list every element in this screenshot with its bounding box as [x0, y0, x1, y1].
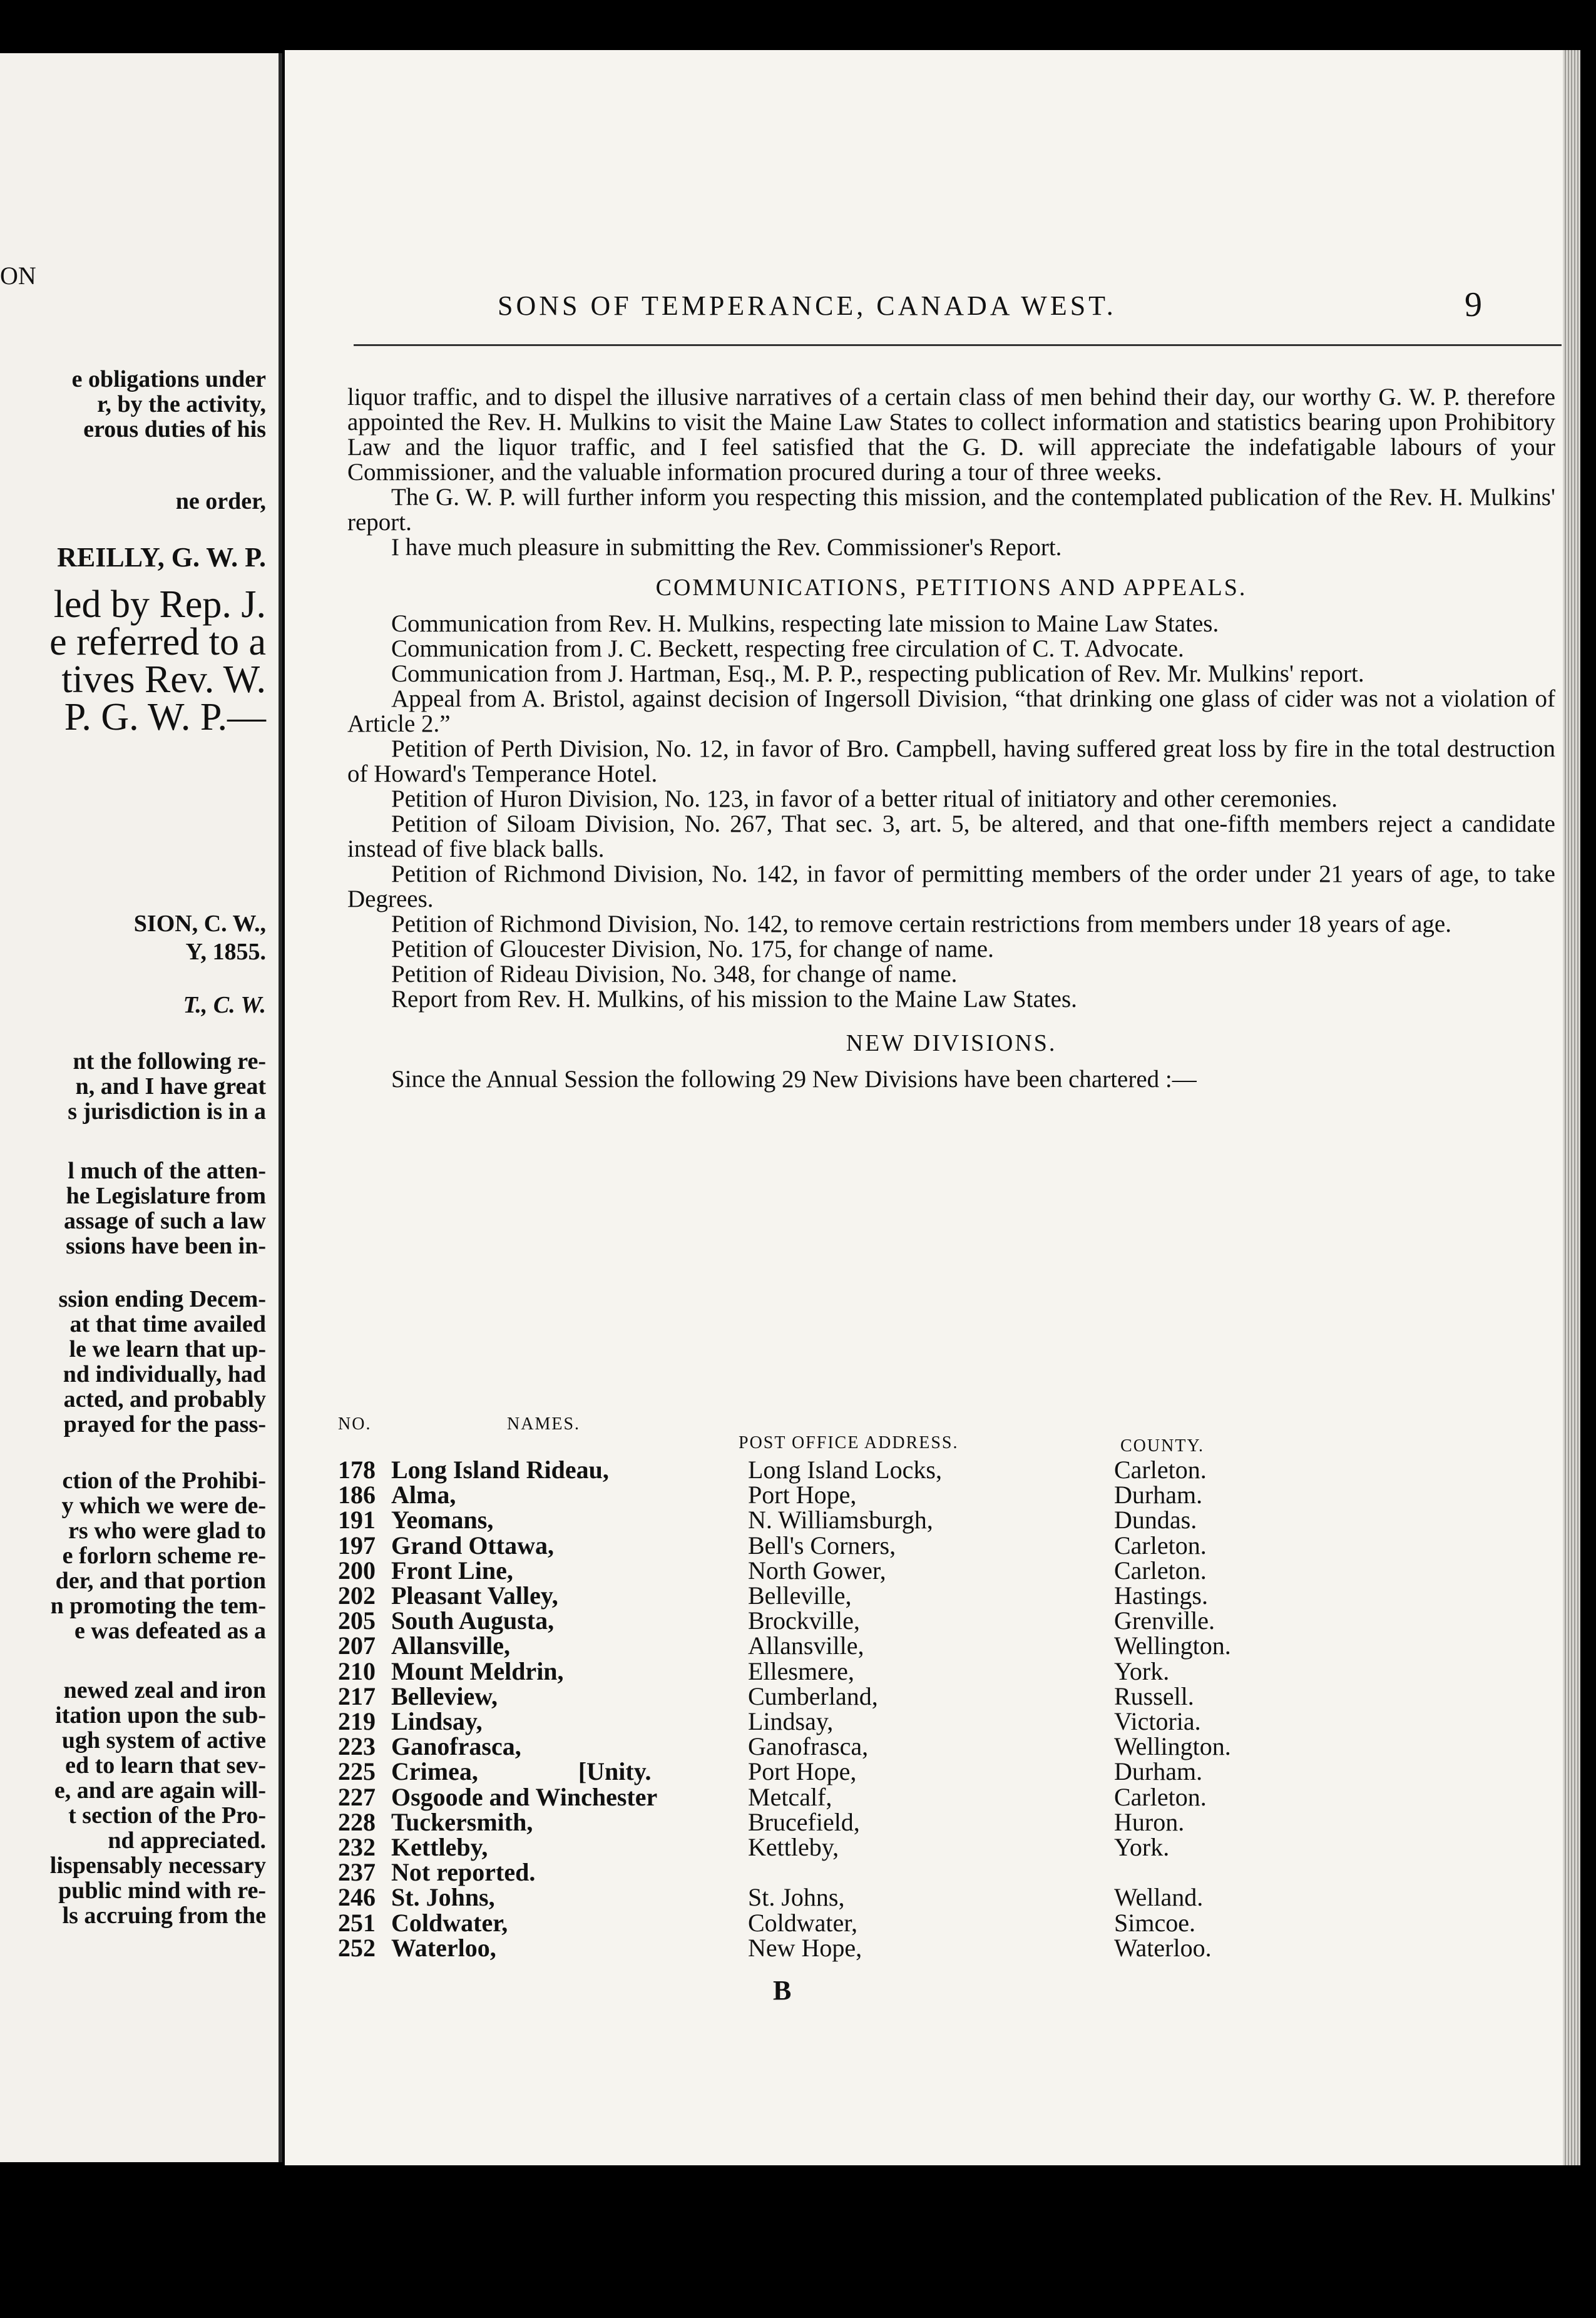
previous-page-line: at that time availed — [69, 1311, 266, 1337]
column-header-no: NO. — [338, 1414, 372, 1434]
division-name: Lindsay, — [391, 1707, 483, 1735]
page-body — [347, 385, 1555, 1092]
division-name: Front Line, — [391, 1556, 513, 1585]
previous-page-line: le we learn that up- — [69, 1336, 266, 1362]
division-name: Tuckersmith, — [391, 1807, 533, 1836]
page — [285, 50, 1580, 2165]
previous-page-line: T., C. W. — [183, 992, 266, 1018]
division-number: 223 — [338, 1732, 376, 1761]
county: Huron. — [1114, 1807, 1185, 1836]
division-name: Long Island Rideau, — [391, 1456, 609, 1484]
previous-page-line: der, and that portion — [55, 1568, 266, 1594]
division-number: 200 — [338, 1556, 376, 1585]
previous-page-line: e, and are again will- — [54, 1777, 266, 1804]
post-office-address: Kettleby, — [748, 1833, 839, 1861]
communication-item: Petition of Huron Division, No. 123, in favor of a better ritual of initiatory and other ceremonies. — [391, 785, 1338, 812]
division-name: Pleasant Valley, — [391, 1581, 558, 1610]
new-divisions-intro: Since the Annual Session the following 29 New Divisions have been chartered :— — [391, 1066, 1197, 1093]
division-name: Mount Meldrin, — [391, 1657, 564, 1685]
previous-page-line: ssion ending Decem- — [58, 1286, 266, 1312]
previous-page-line: prayed for the pass- — [63, 1411, 266, 1437]
communication-item: Communication from J. Hartman, Esq., M. P. P., respecting publication of Rev. Mr. Mulkins' report. — [391, 660, 1364, 687]
communication-item: Petition of Siloam Division, No. 267, That sec. 3, art. 5, be altered, and that one-fifth members reject a candidate instead of five black balls. — [347, 810, 1555, 862]
previous-page-line: n promoting the tem- — [50, 1593, 266, 1619]
previous-page-line: l much of the atten- — [68, 1158, 266, 1184]
previous-page-line: s jurisdiction is in a — [68, 1098, 266, 1125]
previous-page-fragment — [0, 53, 282, 2162]
division-name: Allansville, — [391, 1631, 511, 1660]
previous-page-line: tives Rev. W. — [61, 658, 266, 701]
county: Victoria. — [1114, 1707, 1201, 1735]
previous-page-line: e referred to a — [49, 621, 266, 663]
previous-page-line: y which we were de- — [61, 1493, 266, 1519]
division-number: 251 — [338, 1908, 376, 1937]
county: Dundas. — [1114, 1506, 1197, 1534]
previous-page-line: nd individually, had — [63, 1361, 266, 1387]
communication-item: Petition of Rideau Division, No. 348, for change of name. — [391, 961, 958, 988]
division-number: 227 — [338, 1782, 376, 1811]
post-office-address: Cumberland, — [748, 1682, 878, 1710]
division-number: 246 — [338, 1883, 376, 1912]
division-name: Osgoode and Winchester — [391, 1782, 658, 1811]
intro-paragraph-continued: liquor traffic, and to dispel the illusive narratives of a certain class of men behind their day, our worthy G. W. P. therefore appointed the Rev. H. Mulkins to visit the Maine Law States to collect information and statistics bearing upon Prohibitory Law and the liquor traffic, and I feel satisfied that the G. D. will appreciate the indefatigable labours of your Commissioner, and the valuable information procured during a tour of three weeks. — [347, 384, 1555, 486]
division-number: 217 — [338, 1682, 376, 1710]
county: York. — [1114, 1657, 1170, 1685]
communications-heading: COMMUNICATIONS, PETITIONS AND APPEALS. — [655, 574, 1247, 601]
previous-page-line: Y, 1855. — [185, 939, 266, 965]
division-number: 232 — [338, 1833, 376, 1861]
county: Hastings. — [1114, 1581, 1208, 1610]
previous-page-line: e was defeated as a — [74, 1618, 266, 1644]
division-number: 191 — [338, 1506, 376, 1534]
division-name: Coldwater, — [391, 1908, 508, 1937]
previous-page-line: erous duties of his — [83, 416, 266, 442]
county: Wellington. — [1114, 1732, 1231, 1761]
previous-page-line: ssions have been in- — [66, 1233, 266, 1259]
county: Carleton. — [1114, 1456, 1207, 1484]
page-number: 9 — [1465, 285, 1482, 324]
communication-item: Communication from Rev. H. Mulkins, respecting late mission to Maine Law States. — [391, 610, 1219, 637]
post-office-address: Port Hope, — [748, 1757, 857, 1786]
county: Waterloo. — [1114, 1933, 1212, 1962]
post-office-address: Lindsay, — [748, 1707, 834, 1735]
previous-page-line: n, and I have great — [75, 1073, 266, 1100]
previous-page-line: acted, and probably — [63, 1386, 266, 1412]
communication-item: Report from Rev. H. Mulkins, of his mission to the Maine Law States. — [391, 986, 1077, 1013]
previous-page-line: r, by the activity, — [97, 391, 266, 417]
post-office-address: Ellesmere, — [748, 1657, 854, 1685]
previous-page-line: t section of the Pro- — [68, 1802, 266, 1829]
previous-page-line: lispensably necessary — [49, 1852, 266, 1879]
county: Carleton. — [1114, 1531, 1207, 1560]
post-office-address: Ganofrasca, — [748, 1732, 869, 1761]
county: Carleton. — [1114, 1556, 1207, 1585]
previous-page-line: assage of such a law — [63, 1208, 266, 1234]
previous-page-line: newed zeal and iron — [63, 1677, 266, 1703]
post-office-address: Brucefield, — [748, 1807, 860, 1836]
division-number: 186 — [338, 1481, 376, 1509]
county: Russell. — [1114, 1682, 1194, 1710]
county: Simcoe. — [1114, 1908, 1195, 1937]
post-office-address: N. Williamsburgh, — [748, 1506, 933, 1534]
communications-list — [347, 611, 1555, 1012]
division-number: 210 — [338, 1657, 376, 1685]
division-number: 225 — [338, 1757, 376, 1786]
division-name: Grand Ottawa, — [391, 1531, 554, 1560]
division-number: 219 — [338, 1707, 376, 1735]
previous-page-line: P. G. W. P.— — [64, 696, 266, 738]
county: Durham. — [1114, 1481, 1203, 1509]
division-name: Crimea, [Unity. — [391, 1757, 652, 1786]
previous-page-line: nt the following re- — [73, 1048, 266, 1075]
division-name: Alma, — [391, 1481, 456, 1509]
header-rule — [354, 344, 1562, 346]
post-office-address: St. Johns, — [748, 1883, 845, 1912]
division-number: 252 — [338, 1933, 376, 1962]
previous-page-line: he Legislature from — [66, 1183, 266, 1209]
communication-item: Petition of Perth Division, No. 12, in favor of Bro. Campbell, having suffered great loss by fire in the total destruction of Howard's Temperance Hotel. — [347, 735, 1555, 787]
post-office-address: Brockville, — [748, 1606, 860, 1635]
post-office-address: North Gower, — [748, 1556, 886, 1585]
intro-paragraph: The G. W. P. will further inform you respecting this mission, and the contemplated publication of the Rev. H. Mulkins' report. — [347, 484, 1555, 536]
division-name: St. Johns, — [391, 1883, 495, 1912]
division-number: 237 — [338, 1858, 376, 1887]
county: Carleton. — [1114, 1782, 1207, 1811]
post-office-address: Bell's Corners, — [748, 1531, 896, 1560]
previous-page-line: e forlorn scheme re- — [62, 1543, 266, 1569]
division-number: 202 — [338, 1581, 376, 1610]
division-name: Waterloo, — [391, 1933, 496, 1962]
communication-item: Appeal from A. Bristol, against decision of Ingersoll Division, “that drinking one glass of cider was not a violation of Article 2.” — [347, 685, 1555, 737]
previous-page-line: ne order, — [175, 488, 266, 514]
division-number: 178 — [338, 1456, 376, 1484]
division-name: Belleview, — [391, 1682, 498, 1710]
division-name: Ganofrasca, — [391, 1732, 521, 1761]
communication-item: Communication from J. C. Beckett, respecting free circulation of C. T. Advocate. — [391, 635, 1184, 662]
column-header-post-office: POST OFFICE ADDRESS. — [739, 1433, 959, 1453]
previous-page-line: itation upon the sub- — [55, 1702, 266, 1728]
county: Grenville. — [1114, 1606, 1215, 1635]
signature-mark: B — [773, 1975, 792, 2006]
post-office-address: Coldwater, — [748, 1908, 858, 1937]
previous-page-line: ed to learn that sev- — [65, 1752, 266, 1779]
communication-item: Petition of Gloucester Division, No. 175, for change of name. — [391, 936, 994, 962]
previous-page-line: rs who were glad to — [68, 1518, 266, 1544]
communication-item: Petition of Richmond Division, No. 142, in favor of permitting members of the order under 21 years of age, to take Degrees. — [347, 860, 1555, 912]
page-edge — [1563, 50, 1580, 2165]
previous-page-line: REILLY, G. W. P. — [57, 542, 266, 573]
division-number: 228 — [338, 1807, 376, 1836]
post-office-address: Belleville, — [748, 1581, 852, 1610]
previous-page-line: ction of the Prohibi- — [62, 1468, 266, 1494]
division-number: 205 — [338, 1606, 376, 1635]
column-header-county: COUNTY. — [1120, 1436, 1205, 1456]
previous-page-line: ON — [0, 262, 36, 290]
division-name: Not reported. — [391, 1858, 536, 1887]
post-office-address: Port Hope, — [748, 1481, 857, 1509]
intro-paragraph: I have much pleasure in submitting the Rev. Commissioner's Report. — [391, 534, 1062, 561]
post-office-address: Long Island Locks, — [748, 1456, 942, 1484]
division-number: 207 — [338, 1631, 376, 1660]
division-name: South Augusta, — [391, 1606, 555, 1635]
new-divisions-heading: NEW DIVISIONS. — [846, 1030, 1057, 1056]
column-header-names: NAMES. — [507, 1414, 581, 1434]
post-office-address: Allansville, — [748, 1631, 864, 1660]
division-name: Yeomans, — [391, 1506, 494, 1534]
county: Wellington. — [1114, 1631, 1231, 1660]
division-name: Kettleby, — [391, 1833, 488, 1861]
previous-page-line: ugh system of active — [61, 1727, 266, 1754]
previous-page-line: ls accruing from the — [62, 1902, 266, 1929]
previous-page-line: public mind with re- — [58, 1877, 266, 1904]
previous-page-line: SION, C. W., — [133, 911, 266, 937]
post-office-address: New Hope, — [748, 1933, 862, 1962]
running-title: SONS OF TEMPERANCE, CANADA WEST. — [498, 290, 1117, 321]
county: Welland. — [1114, 1883, 1204, 1912]
previous-page-line: nd appreciated. — [108, 1827, 266, 1854]
county: Durham. — [1114, 1757, 1203, 1786]
county: York. — [1114, 1833, 1170, 1861]
previous-page-line: led by Rep. J. — [53, 583, 266, 626]
post-office-address: Metcalf, — [748, 1782, 832, 1811]
communication-item: Petition of Richmond Division, No. 142, to remove certain restrictions from members under 18 years of age. — [391, 911, 1451, 937]
previous-page-line: e obligations under — [71, 366, 266, 392]
division-number: 197 — [338, 1531, 376, 1560]
